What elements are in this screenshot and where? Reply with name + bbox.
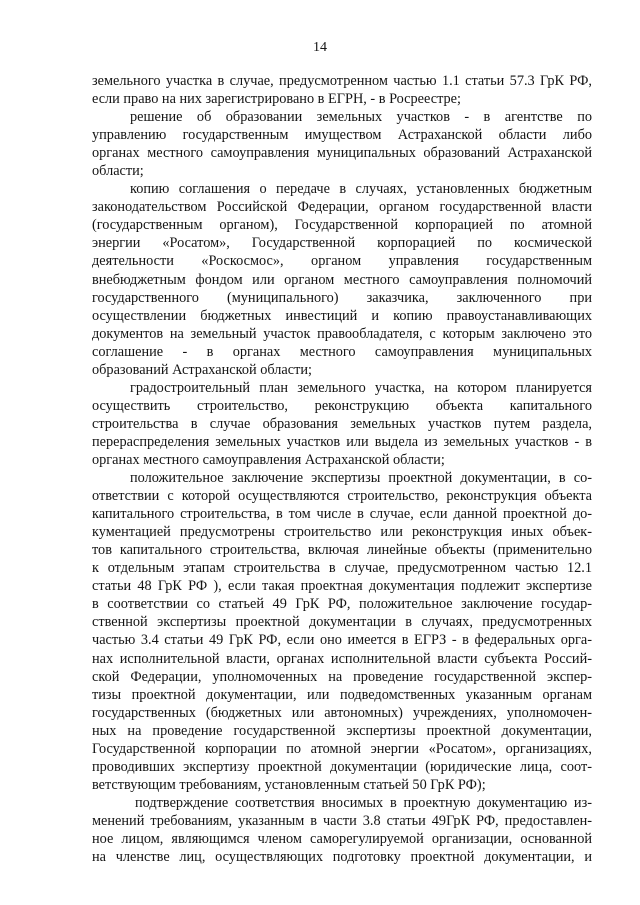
text-line: подтверждение соответствия вносимых в проектную документацию из- xyxy=(135,794,592,811)
text-line: законодательством Российской Федерации, органом государственной власти xyxy=(92,199,592,216)
text-line: документов на земельный участок правообладателя, с которым заключено это xyxy=(92,325,592,342)
text-line: органах местного самоуправления муниципальных образований Астраханской xyxy=(92,145,592,162)
text-line: в соответствии со статьей 49 ГрК РФ, положительное заключение государ- xyxy=(92,596,592,613)
text-line: управлению государственным имуществом Астраханской области либо xyxy=(92,127,592,144)
text-line: если право на них зарегистрировано в ЕГРН, - в Росреестре; xyxy=(92,91,461,108)
text-line: внебюджетным фондом или органом местного самоуправления полномочий xyxy=(92,271,592,288)
text-line: Государственной корпорации по атомной энергии «Росатом», организациях, xyxy=(92,740,592,757)
text-line: менений требованиям, указанным в части 3.8 статьи 49ГрК РФ, предоставлен- xyxy=(92,812,592,829)
text-line: (государственным органом), Государственной корпорацией по атомной xyxy=(92,217,592,234)
text-line: государственных (бюджетных или автономных) учреждениях, уполномочен- xyxy=(92,704,592,721)
text-line: осуществить строительство, реконструкцию объекта капитального xyxy=(92,397,592,414)
text-line: ных на проведение государственной экспертизы проектной документации, xyxy=(92,722,592,739)
text-line: соглашение - в органах местного самоуправления муниципальных xyxy=(92,343,592,360)
text-line: ской Федерации, уполномоченных на проведение государственной экспер- xyxy=(92,668,592,685)
text-line: осуществлении бюджетных инвестиций и копию правоустанавливающих xyxy=(92,307,592,324)
text-line: деятельности «Роскосмос», органом управления государственным xyxy=(92,253,592,270)
text-line: частью 3.4 статьи 49 ГрК РФ, если оно имеется в ЕГРЗ - в федеральных орга- xyxy=(92,632,592,649)
page-number: 14 xyxy=(313,40,327,55)
text-line: положительное заключение экспертизы проектной документации, в со- xyxy=(130,470,592,487)
text-line: ветствующим требованиям, установленным статьей 50 ГрК РФ); xyxy=(92,776,486,793)
text-line: перераспределения земельных участков или выдела из земельных участков - в xyxy=(92,433,592,450)
document-body xyxy=(92,72,592,866)
text-line: градостроительный план земельного участка, на котором планируется xyxy=(130,379,592,396)
text-line: органах местного самоуправления Астраханской области; xyxy=(92,451,445,468)
text-line: строительства в случае образования земельных участков путем раздела, xyxy=(92,415,592,432)
text-line: энергии «Росатом», Государственной корпорацией по космической xyxy=(92,235,592,252)
text-line: копию соглашения о передаче в случаях, установленных бюджетным xyxy=(130,181,592,198)
text-line: нах исполнительной власти, органах исполнительной власти субъекта Россий- xyxy=(92,650,592,667)
text-line: решение об образовании земельных участков - в агентстве по xyxy=(130,109,592,126)
text-line: ственной экспертизы проектной документации в случаях, предусмотренных xyxy=(92,614,592,631)
text-line: кументацией предусмотрены строительство или реконструкция иных объек- xyxy=(92,524,592,541)
text-line: ное лицом, являющимся членом саморегулируемой организации, основанной xyxy=(92,830,592,847)
text-line: образований Астраханской области; xyxy=(92,361,312,378)
text-line: статьи 48 ГрК РФ ), если такая проектная документация подлежит экспертизе xyxy=(92,578,592,595)
text-line: на членстве лиц, осуществляющих подготовку проектной документации, и xyxy=(92,849,592,866)
text-line: области; xyxy=(92,163,144,180)
text-line: тизы проектной документации, или подведомственных указанным органам xyxy=(92,686,592,703)
text-line: ответствии с которой осуществляются строительство, реконструкция объекта xyxy=(92,488,592,505)
text-line: проводивших экспертизу проектной документации (юридические лица, соот- xyxy=(92,758,592,775)
text-line: государственного (муниципального) заказчика, заключенного при xyxy=(92,289,592,306)
text-line: к отдельным этапам строительства в случае, предусмотренном частью 12.1 xyxy=(92,560,592,577)
text-line: капитального строительства, в том числе в случае, если данной проектной до- xyxy=(92,506,592,523)
text-line: земельного участка в случае, предусмотренном частью 1.1 статьи 57.3 ГрК РФ, xyxy=(92,73,592,89)
text-line: тов капитального строительства, включая линейные объекты (применительно xyxy=(92,542,592,559)
